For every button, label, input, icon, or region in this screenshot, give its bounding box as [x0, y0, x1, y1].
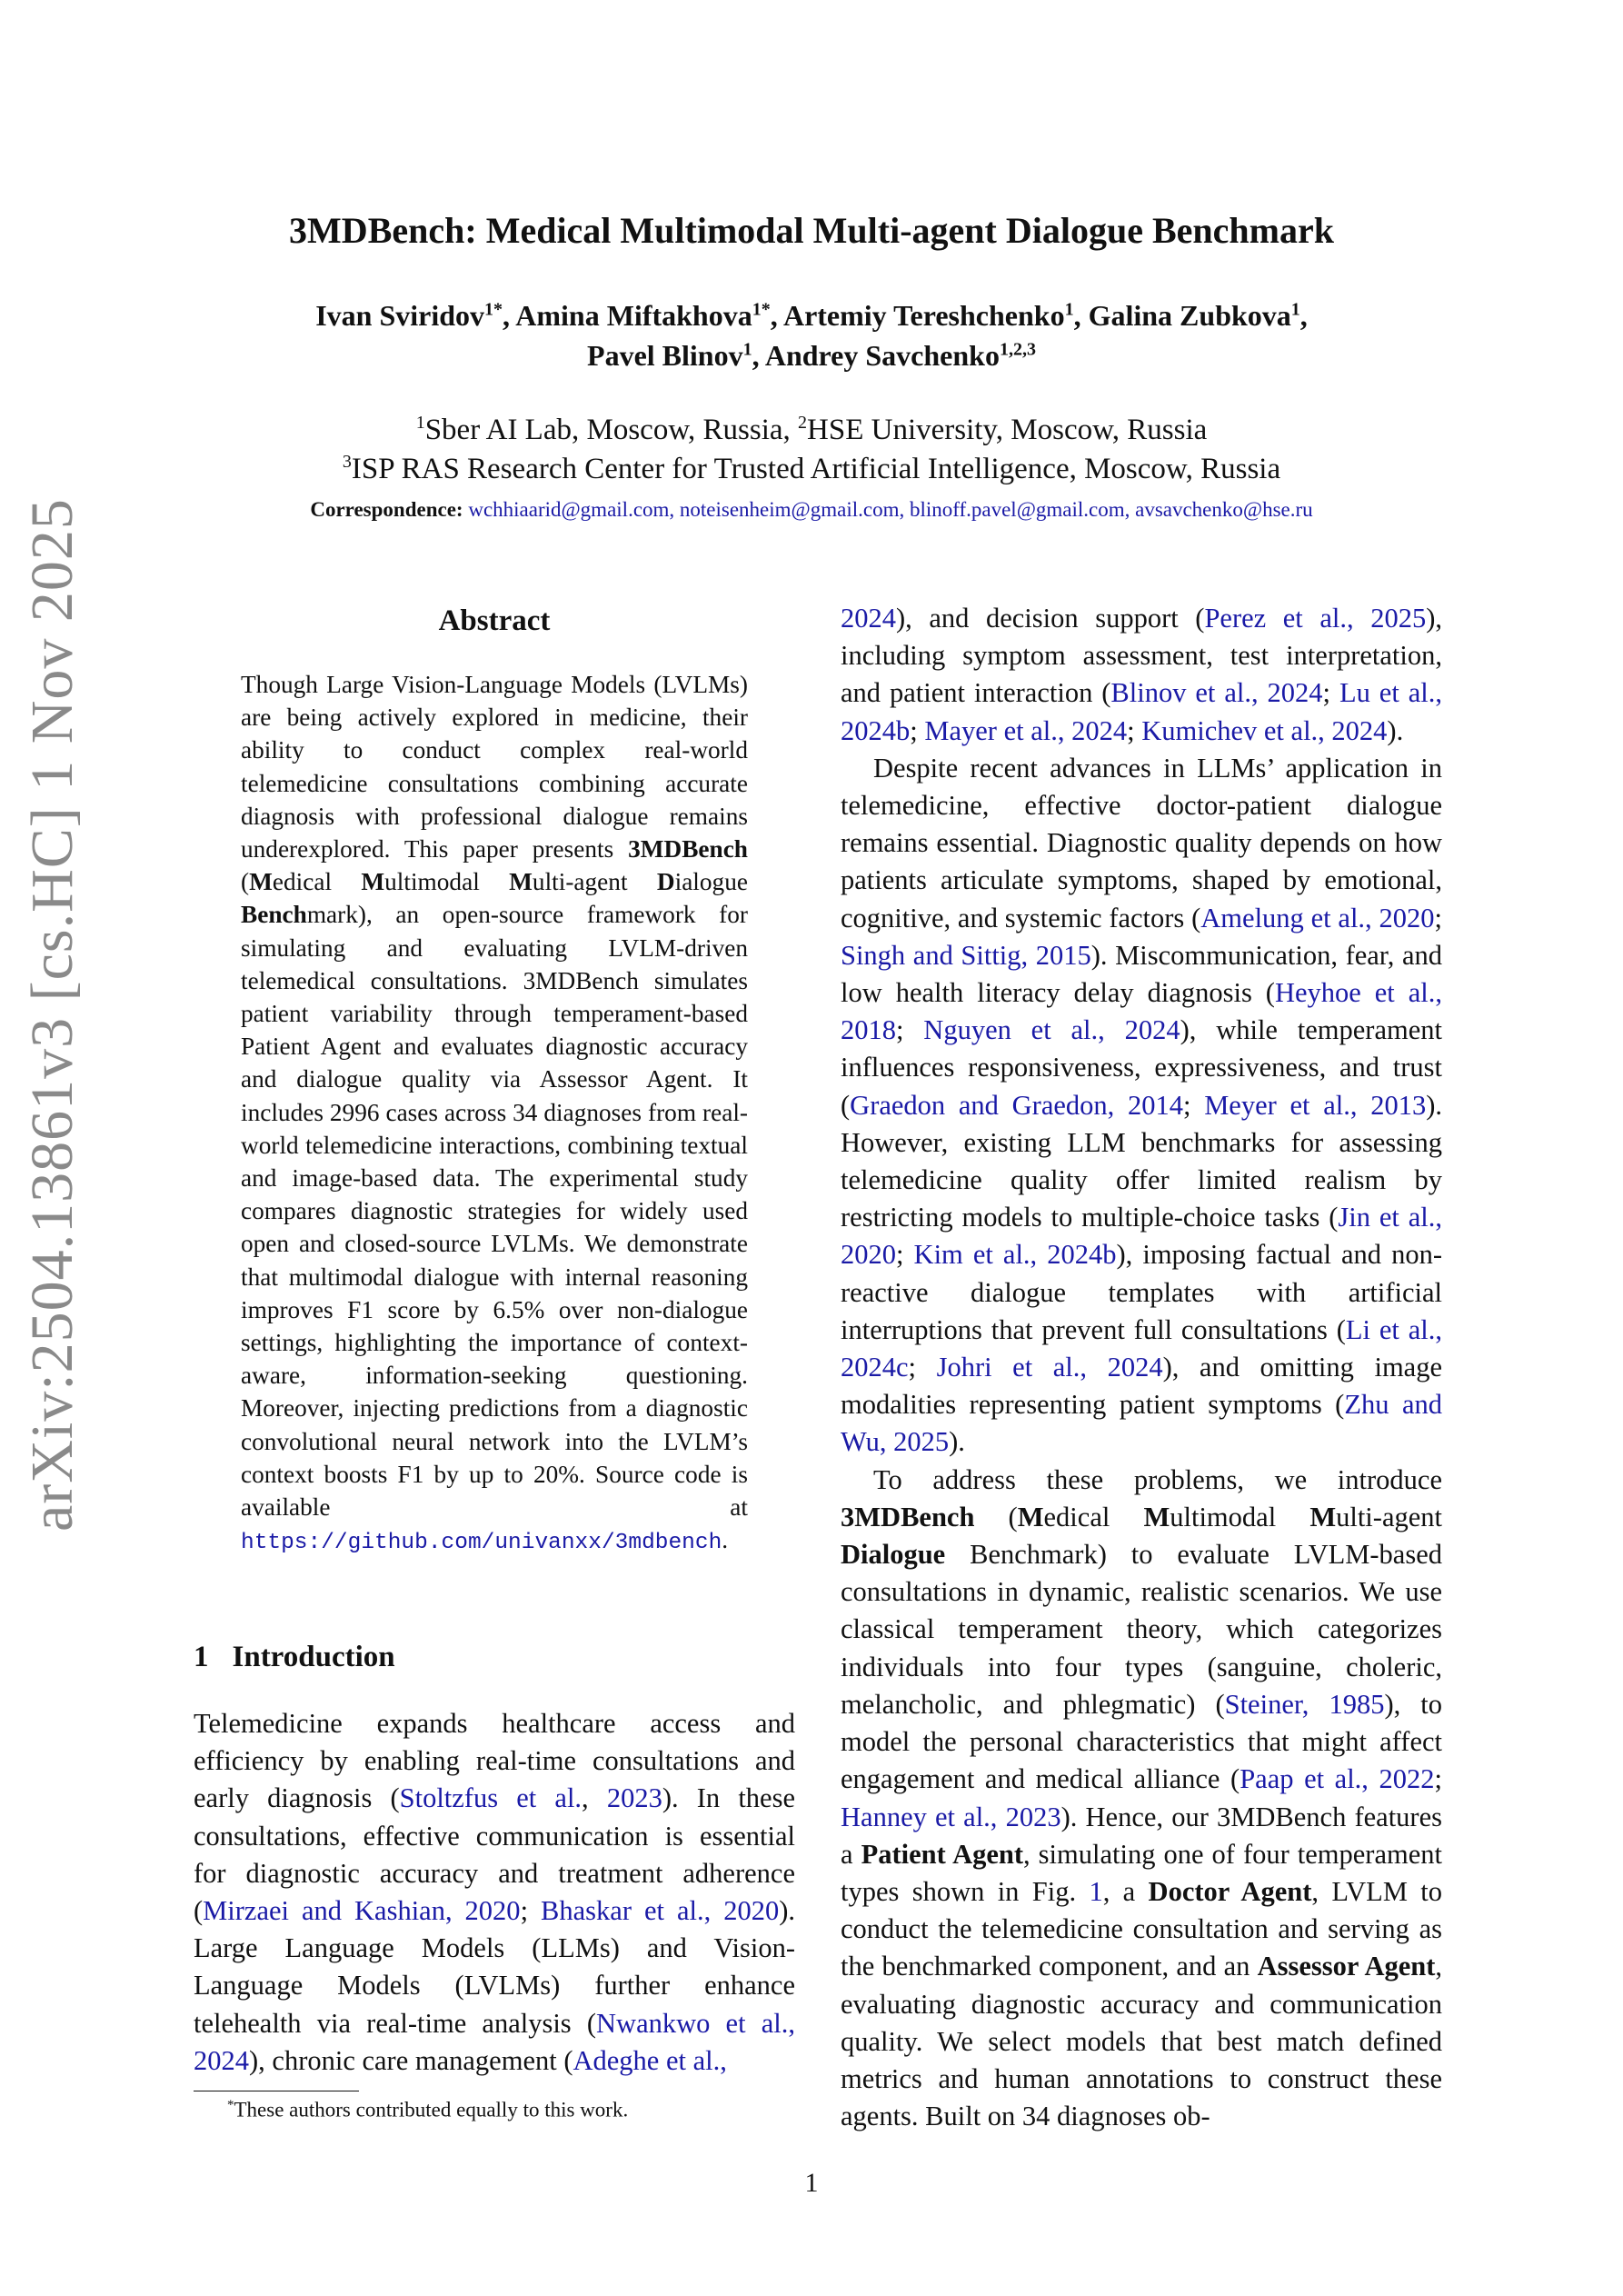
abstract-body: [241, 668, 748, 1560]
body-text: ), and omitting image modalities representing patient symptoms (: [841, 1352, 1442, 1421]
author-name: Amina Miftakhova: [515, 299, 752, 332]
benchmark-name: 3MDBench: [841, 1501, 975, 1532]
citation-link[interactable]: Bhaskar et al., 2020: [541, 1895, 780, 1927]
author-list: Ivan Sviridov$^{1*}$, Amina Miftakhova$^{1*}$, Artemiy Tereshchenko$^1$, Galina Zubkova$^1$, Pavel Blinov$^1$, Andrey Savchenko$^{1,2,3}$: [315, 299, 1308, 372]
acronym-letter: M: [361, 868, 385, 896]
affiliation-text: Sber AI Lab, Moscow, Russia,: [424, 414, 799, 446]
author-affiliation-mark: 1: [1290, 299, 1300, 320]
author-affiliation-mark: 1: [742, 339, 752, 360]
body-text: ). However, existing LLM benchmarks for assessing telemedicine quality offer limited realism by restricting models to multiple-choice tasks (: [841, 1089, 1442, 1233]
author-name: Ivan Sviridov: [315, 299, 485, 332]
citation-link[interactable]: Graedon and Graedon, 2014: [850, 1089, 1183, 1121]
body-text: ), to model the personal characteristics that might affect engagement and medical alliance (: [841, 1688, 1442, 1795]
right-column: [841, 600, 1442, 2135]
acronym-letter: M: [509, 868, 533, 896]
abstract-text: Though Large Vision-Language Models (LVLMs) are being actively explored in medicine, their ability to conduct complex real-world telemedicine consultations combining accurate diagnosis with professional dialogue remains underexplored. This paper presents: [241, 671, 748, 863]
citation-link[interactable]: Zhu and Wu, 2025: [841, 1389, 1443, 1458]
affiliation-mark: 3: [342, 452, 352, 472]
body-text: To address these problems, we introduce: [873, 1463, 1442, 1495]
abstract-text: mark), an open-source framework for simulating and evaluating LVLM-driven telemedical consultations. 3MDBench simulates patient variability through temperament-based Patient Agent and evaluates diagnostic accuracy and dialogue quality via Assessor Agent. It includes 2996 cases across 34 diagnoses from real-world telemedicine interactions, combining textual and image-based data. The experimental study compares diagnostic strategies for widely used open and closed-source LVLMs. We demonstrate that multimodal dialogue with internal reasoning improves F1 score by 6.5% over non-dialogue settings, highlighting the importance of context-aware, information-seeking questioning. Moreover, injecting predictions from a diagnostic convolutional neural network into the LVLM’s context boosts F1 by up to 20%. Source code is available at: [241, 901, 748, 1522]
abstract-text: .: [722, 1526, 729, 1554]
body-text: ), and decision support (: [896, 603, 1205, 634]
body-text: , simulating one of four temperament types shown in Fig.: [841, 1838, 1442, 1907]
acronym-letter: Bench: [241, 901, 307, 929]
acronym-letter: M: [1143, 1501, 1170, 1532]
body-text: ulti-agent: [1336, 1501, 1442, 1532]
acronym-letter: M: [1309, 1501, 1337, 1532]
body-text: ultimodal: [1170, 1501, 1310, 1532]
author-name: Andrey Savchenko: [764, 339, 1000, 372]
acronym-letter: D: [656, 868, 675, 896]
abstract-text: (: [241, 868, 250, 896]
citation-link[interactable]: Nguyen et al., 2024: [923, 1014, 1180, 1046]
abstract-text: edical: [272, 868, 362, 896]
footnote-text: These authors contributed equally to this work.: [234, 2098, 629, 2121]
body-text: ). Large Language Models (LLMs) and Vision-Language Models (LVLMs) further enhance telehealth via real-time analysis (: [194, 1895, 795, 2039]
citation-link[interactable]: 2023: [606, 1782, 662, 1814]
citation-link[interactable]: Mirzaei and Kashian, 2020: [203, 1895, 521, 1927]
correspondence: [0, 498, 1623, 522]
citation-link[interactable]: Mayer et al., 2024: [924, 714, 1128, 746]
body-text: edical: [1043, 1501, 1144, 1532]
section-heading: [194, 1641, 395, 1674]
citation-link[interactable]: Jin et al., 2020: [841, 1202, 1442, 1271]
agent-name: Patient Agent: [861, 1838, 1024, 1870]
acronym-letter: M: [249, 868, 273, 896]
citation-link[interactable]: 2024: [841, 603, 896, 634]
citation-link[interactable]: Singh and Sittig, 2015: [841, 939, 1091, 971]
author-affiliation-mark: 1: [1064, 299, 1074, 320]
body-text: ). Miscommunication, fear, and low health literacy delay diagnosis (: [841, 939, 1442, 1009]
body-text: , a: [1102, 1875, 1149, 1907]
citation-link[interactable]: Heyhoe et al., 2018: [841, 977, 1442, 1046]
page-number: 1: [804, 2168, 819, 2198]
acronym-letter: Dialogue: [841, 1539, 946, 1571]
body-text: Benchmark) to evaluate LVLM-based consultations in dynamic, realistic scenarios. We use classical temperament theory, which categorizes individuals into four types (sanguine, choleric, melancholic, and phlegmatic) (: [841, 1539, 1442, 1720]
citation-link[interactable]: Paap et al., 2022: [1240, 1763, 1435, 1795]
body-text: ). Hence, our 3MDBench features a: [841, 1801, 1442, 1870]
affiliation-text: ISP RAS Research Center for Trusted Artificial Intelligence, Moscow, Russia: [351, 453, 1281, 485]
author-name: Galina Zubkova: [1088, 299, 1291, 332]
body-text: , LVLM to conduct the telemedicine consultation and serving as the benchmarked component, and an: [841, 1875, 1442, 1982]
author-affiliation-mark: 1*: [484, 299, 503, 320]
body-text: Despite recent advances in LLMs’ application in telemedicine, effective doctor-patient dialogue remains essential. Diagnostic quality depends on how patients articulate symptoms, shaped by emotional, cognitive, and systemic factors (: [841, 752, 1442, 933]
citation-link[interactable]: Adeghe et al.,: [573, 2044, 727, 2076]
citation-link[interactable]: Stoltzfus et al.: [399, 1782, 582, 1814]
body-text: ).: [1387, 714, 1404, 746]
body-text: ), chronic care management (: [249, 2044, 573, 2076]
citation-link[interactable]: Kumichev et al., 2024: [1141, 714, 1388, 746]
author-affiliation-mark: 1*: [752, 299, 771, 320]
introduction-paragraph: Telemedicine expands healthcare access and efficiency by enabling real-time consultations and early diagnosis (Stoltzfus et al., 2023). In these consultations, effective communication is essential for diagnostic accuracy and treatment adherence (Mirzaei and Kashian, 2020; Bhaskar et al., 2020). Large Language Models (LLMs) and Vision-Language Models (LVLMs) further enhance telehealth via real-time analysis (Nwankwo et al., 2024), chronic care management (Adeghe et al.,: [194, 1708, 796, 2076]
agent-name: Doctor Agent: [1148, 1875, 1312, 1907]
citation-link[interactable]: Li et al., 2024c: [841, 1313, 1442, 1383]
figure-link[interactable]: 1: [1089, 1875, 1103, 1907]
author-affiliation-mark: 1,2,3: [999, 339, 1036, 360]
arxiv-identifier: arXiv:2504.13861v3 [cs.HC] 1 Nov 2025: [19, 498, 85, 1532]
body-text: ). In these consultations, effective communication is essential for diagnostic accuracy and treatment adherence (: [194, 1782, 795, 1927]
body-text: ).: [949, 1426, 965, 1458]
body-text: Telemedicine expands healthcare access and efficiency by enabling real-time consultations and early diagnosis (: [194, 1708, 795, 1814]
abstract-text: ultimodal: [384, 868, 510, 896]
citation-link[interactable]: Amelung et al., 2020: [1200, 902, 1435, 933]
section-title: Introduction: [232, 1641, 395, 1673]
body-text: ), imposing factual and non-reactive dialogue templates with artificial interruptions that prevent full consultations (: [841, 1239, 1442, 1345]
abstract-heading: Abstract: [438, 604, 551, 637]
benchmark-name: 3MDBench: [628, 835, 748, 863]
affiliation-mark: 2: [798, 413, 808, 433]
citation-link[interactable]: Blinov et al., 2024: [1110, 677, 1323, 709]
agent-name: Assessor Agent: [1257, 1951, 1436, 1982]
correspondence-label: Correspondence:: [310, 498, 463, 521]
author-name: Artemiy Tereshchenko: [782, 299, 1065, 332]
citation-link[interactable]: Johri et al., 2024: [936, 1352, 1163, 1383]
source-code-link[interactable]: https://github.com/univanxx/3mdbench: [241, 1531, 722, 1556]
author-name: Pavel Blinov: [587, 339, 743, 372]
citation-link[interactable]: Lu et al., 2024b: [841, 677, 1442, 746]
section-number: 1: [194, 1641, 209, 1673]
correspondence-emails[interactable]: wchhiaarid@gmail.com, noteisenheim@gmail.com, blinoff.pavel@gmail.com, avsavchenko@hse.ru: [468, 498, 1313, 521]
acronym-letter: M: [1017, 1501, 1044, 1532]
body-text: ), while temperament influences responsiveness, expressiveness, and trust (: [841, 1014, 1442, 1121]
body-paragraph: Despite recent advances in LLMs’ application in telemedicine, effective doctor-patient dialogue remains essential. Diagnostic quality depends on how patients articulate symptoms, shaped by emotional, cognitive, and systemic factors (Amelung et al., 2020; Singh and Sittig, 2015). Miscommunication, fear, and low health literacy delay diagnosis (Heyhoe et al., 2018; Nguyen et al., 2024), while temperament influences responsiveness, expressiveness, and trust (Graedon and Graedon, 2014; Meyer et al., 2013). However, existing LLM benchmarks for assessing telemedicine quality offer limited realism by restricting models to multiple-choice tasks (Jin et al., 2020; Kim et al., 2024b), imposing factual and non-reactive dialogue templates with artificial interruptions that prevent full consultations (Li et al., 2024c; Johri et al., 2024), and omitting image modalities representing patient symptoms (Zhu and Wu, 2025).: [841, 752, 1443, 1458]
affiliation-text: HSE University, Moscow, Russia: [807, 414, 1208, 446]
citation-link[interactable]: Steiner, 1985: [1224, 1688, 1385, 1720]
affiliations: [0, 411, 1623, 489]
body-paragraph: To address these problems, we introduce 3MDBench (Medical Multimodal Multi-agent Dialogue Benchmark) to evaluate LVLM-based consultations in dynamic, realistic scenarios. We use classical temperament theory, which categorizes individuals into four types (sanguine, choleric, melancholic, and phlegmatic) (Steiner, 1985), to model the personal characteristics that might affect engagement and medical alliance (Paap et al., 2022; Hanney et al., 2023). Hence, our 3MDBench features a Patient Agent, simulating one of four temperament types shown in Fig. 1, a Doctor Agent, LVLM to conduct the telemedicine consultation and serving as the benchmarked component, and an Assessor Agent, evaluating diagnostic accuracy and communication quality. We select models that best match defined metrics and human annotations to construct these agents. Built on 34 diagnoses ob-: [841, 1463, 1442, 2132]
footnote-mark: *: [227, 2098, 234, 2112]
citation-link[interactable]: Meyer et al., 2013: [1204, 1089, 1427, 1121]
body-text: , evaluating diagnostic accuracy and communication quality. We select models that best match defined metrics and human annotations to construct these agents. Built on 34 diagnoses ob-: [841, 1951, 1442, 2132]
citation-link[interactable]: Perez et al., 2025: [1204, 603, 1427, 634]
footnote: [227, 2098, 628, 2122]
body-text: ), including symptom assessment, test interpretation, and patient interaction (: [841, 603, 1442, 709]
abstract-text: ialogue: [674, 868, 748, 896]
body-paragraph: 2024), and decision support (Perez et al., 2025), including symptom assessment, test interpretation, and patient interaction (Blinov et al., 2024; Lu et al., 2024b; Mayer et al., 2024; Kumichev et al., 2024).: [841, 603, 1442, 746]
citation-link[interactable]: Nwankwo et al., 2024: [194, 2007, 796, 2076]
paper-title: 3MDBench: Medical Multimodal Multi-agent Dialogue Benchmark: [289, 210, 1334, 251]
abstract-text: ulti-agent: [532, 868, 657, 896]
affiliation-mark: 1: [415, 413, 425, 433]
citation-link[interactable]: Kim et al., 2024b: [913, 1239, 1117, 1271]
citation-link[interactable]: Hanney et al., 2023: [841, 1801, 1061, 1832]
body-text: (: [974, 1501, 1018, 1532]
